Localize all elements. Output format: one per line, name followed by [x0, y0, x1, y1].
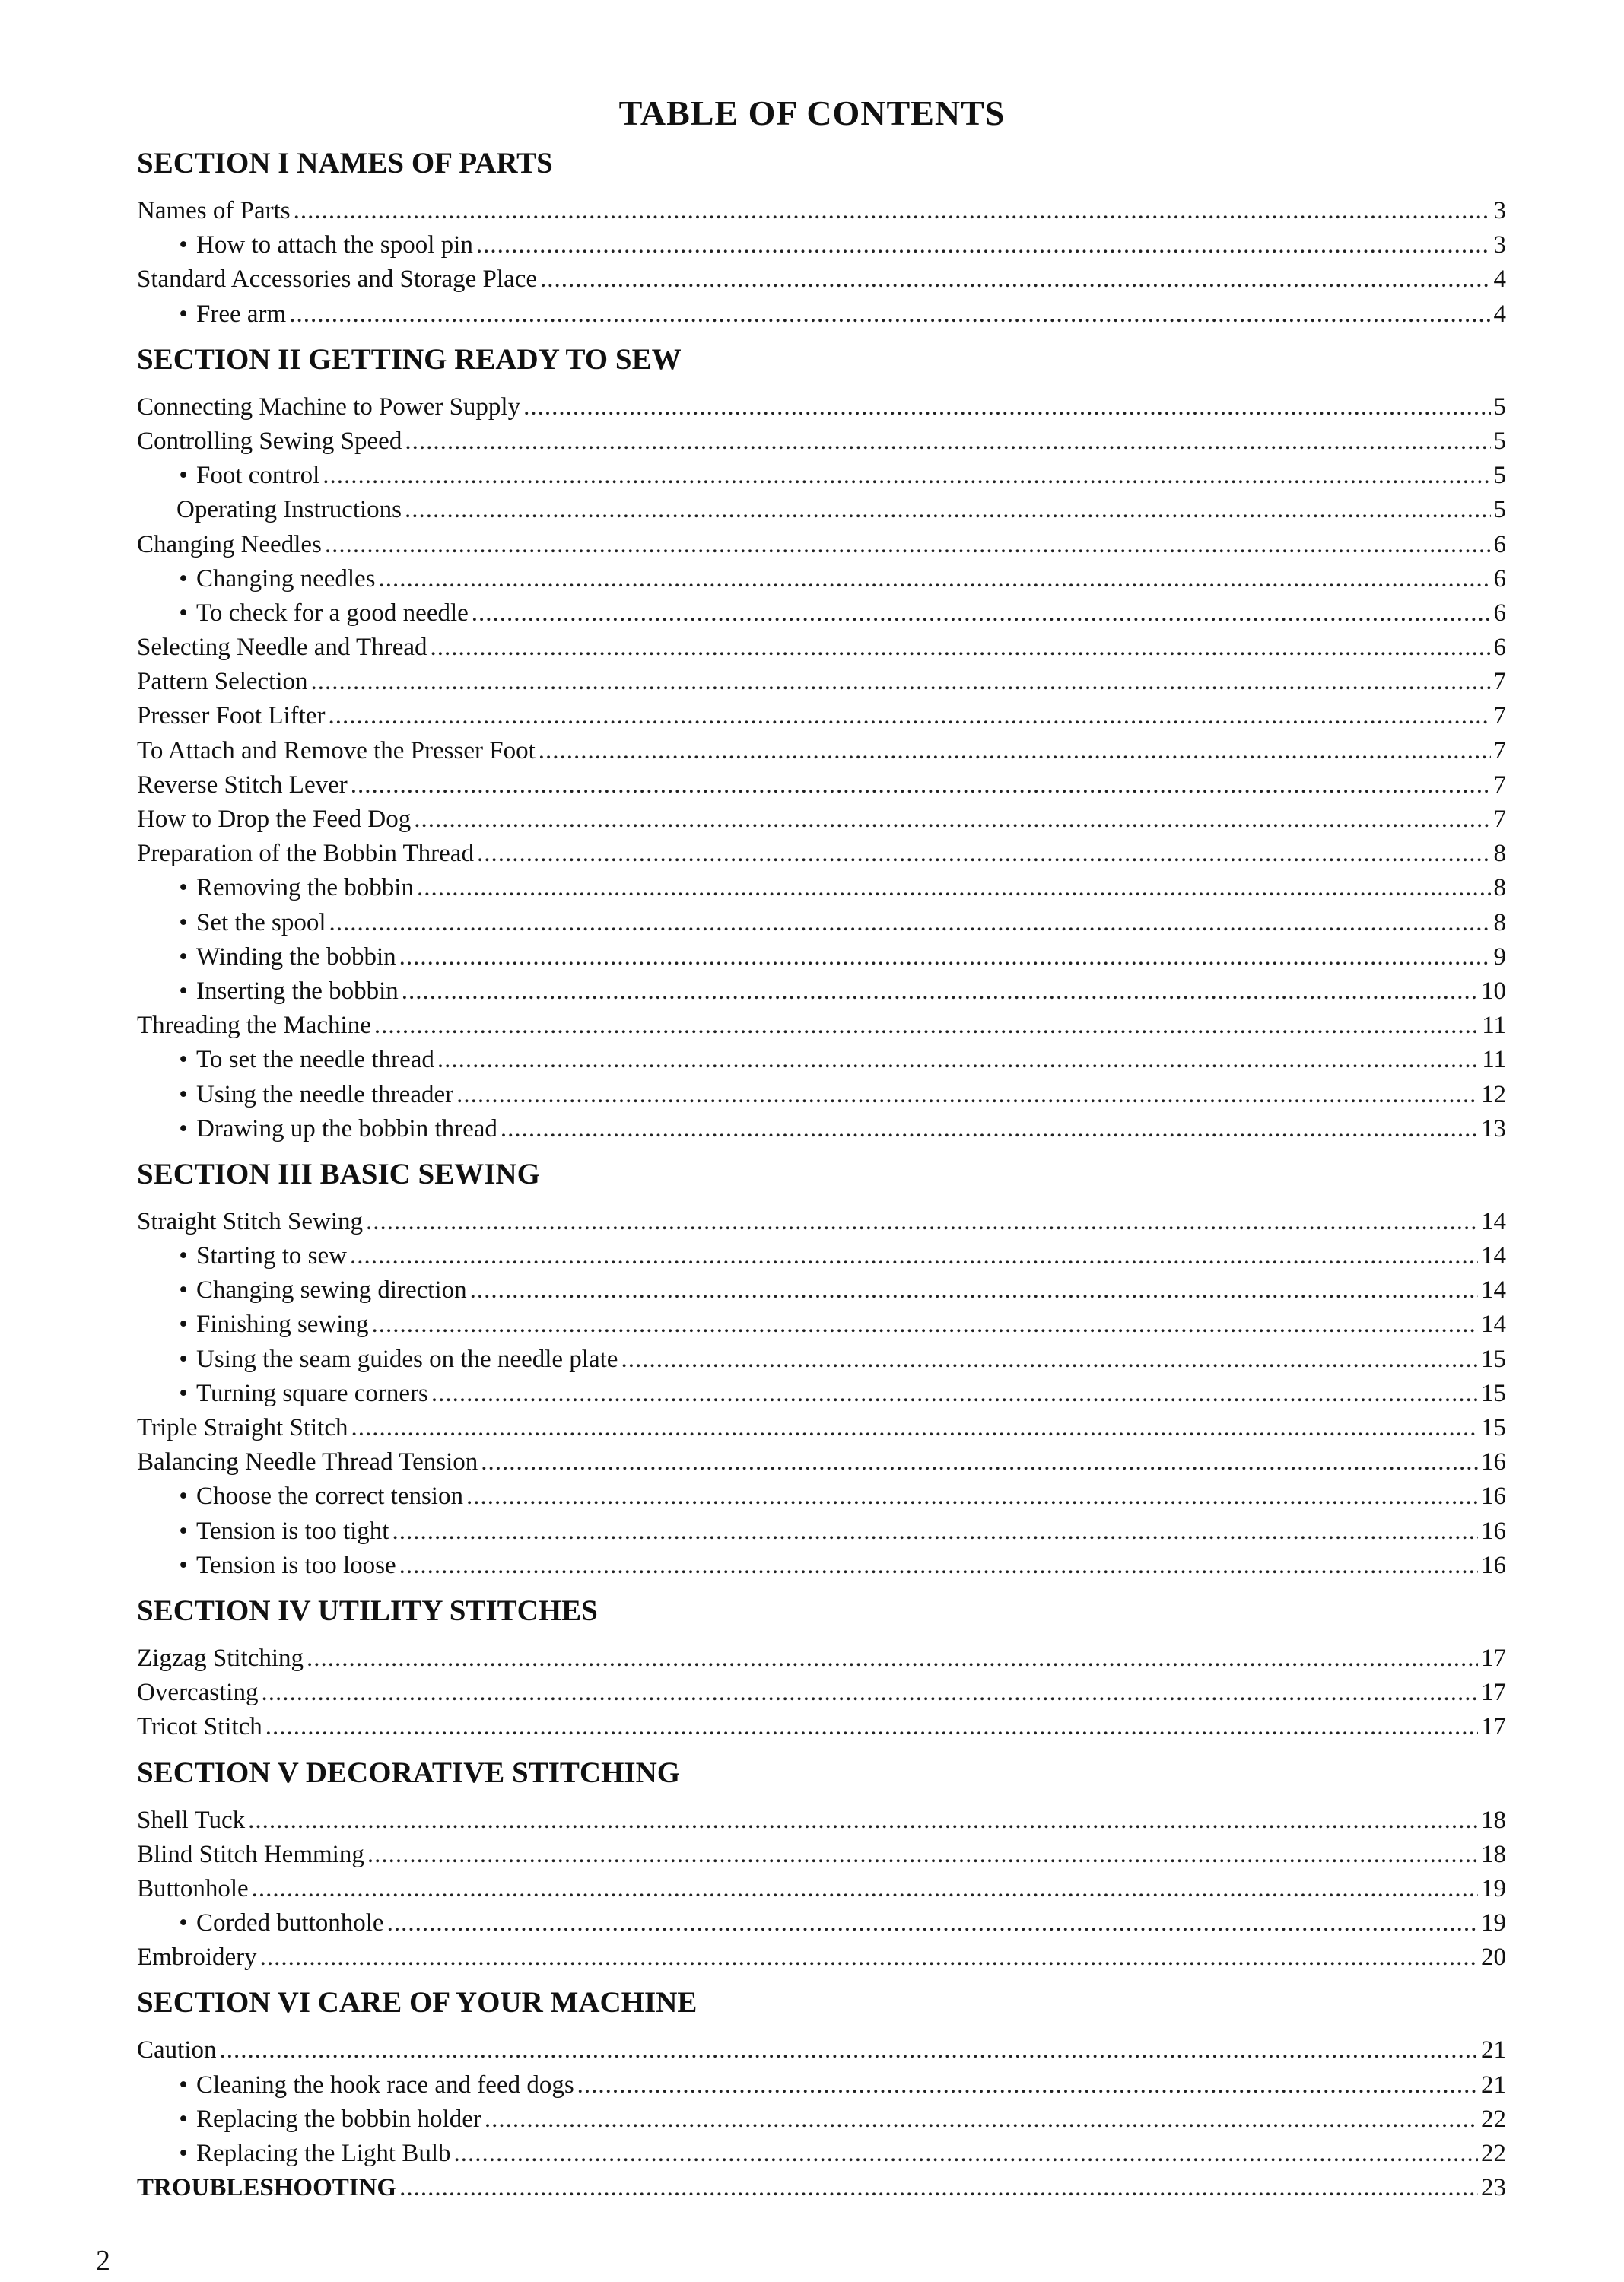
toc-entry[interactable]: [137, 262, 1506, 297]
toc-entry[interactable]: [137, 1205, 1506, 1239]
dot-leader: [417, 871, 1491, 905]
dot-leader: [472, 596, 1491, 631]
dot-leader: [367, 1838, 1478, 1872]
toc-entry-page: 14: [1481, 1311, 1506, 1339]
toc-entry-label: Zigzag Stitching: [137, 1644, 304, 1672]
toc-entry-label: Connecting Machine to Power Supply: [137, 393, 521, 421]
toc-entry-label: Changing needles: [196, 564, 376, 593]
bullet-icon: •: [179, 1909, 188, 1937]
dot-leader: [430, 631, 1490, 665]
dot-leader: [540, 262, 1490, 297]
toc-entry-page: 4: [1493, 300, 1506, 328]
toc-entry-label: Reverse Stitch Lever: [137, 771, 348, 799]
toc-entry[interactable]: [137, 1411, 1506, 1445]
bullet-icon: •: [179, 977, 188, 1005]
toc-entry-page: 13: [1481, 1114, 1506, 1143]
dot-leader: [539, 734, 1491, 768]
toc-entry-label: To check for a good needle: [196, 599, 469, 627]
toc-entry-label: Balancing Needle Thread Tension: [137, 1448, 478, 1476]
bullet-icon: •: [179, 1551, 188, 1579]
toc-entry-label: Controlling Sewing Speed: [137, 427, 402, 455]
dot-leader: [379, 562, 1491, 596]
toc-entry-page: 12: [1481, 1080, 1506, 1108]
toc-entry-label: Selecting Needle and Thread: [137, 634, 427, 662]
bullet-icon: •: [179, 564, 188, 593]
toc-entry[interactable]: [137, 1838, 1506, 1872]
toc-entry[interactable]: [137, 1043, 1506, 1077]
toc-entry[interactable]: [137, 2068, 1506, 2102]
toc-entry-label: Pattern Selection: [137, 668, 308, 696]
dot-leader: [307, 1642, 1478, 1676]
bullet-icon: •: [179, 1517, 188, 1545]
bullet-icon: •: [179, 1379, 188, 1407]
dot-leader: [248, 1804, 1478, 1838]
toc-entry-label: Replacing the bobbin holder: [196, 2105, 481, 2133]
dot-leader: [351, 1411, 1478, 1445]
dot-leader: [414, 803, 1490, 837]
dot-leader: [371, 1308, 1478, 1342]
dot-leader: [577, 2068, 1478, 2102]
toc-entry-label: Embroidery: [137, 1944, 257, 1972]
toc-entry-label: Straight Stitch Sewing: [137, 1207, 363, 1235]
toc-entry-page: 17: [1481, 1679, 1506, 1707]
toc-entry-label: To set the needle thread: [196, 1046, 434, 1074]
section-heading: SECTION V DECORATIVE STITCHING: [137, 1756, 681, 1789]
bullet-icon: •: [179, 599, 188, 627]
dot-leader: [387, 1906, 1478, 1940]
toc-entry-page: 5: [1493, 462, 1506, 490]
toc-entry[interactable]: [137, 1676, 1506, 1710]
dot-leader: [477, 837, 1491, 871]
toc-entry[interactable]: [137, 768, 1506, 803]
toc-entry[interactable]: [137, 528, 1506, 562]
toc-entry-page: 7: [1493, 736, 1506, 764]
toc-entry-page: 8: [1493, 908, 1506, 936]
toc-entry-label: How to Drop the Feed Dog: [137, 806, 412, 833]
toc-entry-page: 22: [1481, 2140, 1506, 2167]
toc-entry-page: 15: [1481, 1379, 1506, 1407]
toc-entry[interactable]: [137, 906, 1506, 940]
toc-entry-page: 6: [1493, 634, 1506, 662]
bullet-icon: •: [179, 1276, 188, 1305]
page-number: 2: [96, 2245, 110, 2277]
toc-entry-page: 10: [1481, 977, 1506, 1005]
dot-leader: [351, 768, 1491, 803]
dot-leader: [454, 2137, 1478, 2171]
toc-entry[interactable]: [137, 493, 1506, 527]
toc-entry[interactable]: [137, 1514, 1506, 1549]
toc-entry-label: How to attach the spool pin: [196, 231, 473, 259]
dot-leader: [392, 1514, 1478, 1549]
toc-entry[interactable]: [137, 424, 1506, 459]
toc-entry-page: 7: [1493, 806, 1506, 833]
dot-leader: [350, 1239, 1478, 1273]
toc-entry-page: 17: [1481, 1644, 1506, 1672]
toc-entry-page: 23: [1481, 2174, 1506, 2202]
toc-entry[interactable]: [137, 1377, 1506, 1411]
toc-entry[interactable]: [137, 2137, 1506, 2171]
toc-entry-label: Removing the bobbin: [196, 874, 414, 902]
dot-leader: [485, 2102, 1478, 2137]
toc-entry-page: 11: [1482, 1012, 1506, 1040]
page-title: TABLE OF CONTENTS: [618, 94, 1006, 132]
dot-leader: [374, 1009, 1479, 1043]
toc-entry[interactable]: [137, 297, 1506, 332]
toc-entry-label: To Attach and Remove the Presser Foot: [137, 736, 536, 764]
bullet-icon: •: [179, 942, 188, 971]
toc-entry[interactable]: [137, 1710, 1506, 1744]
toc-entry-page: 8: [1493, 874, 1506, 902]
toc-entry[interactable]: [137, 1239, 1506, 1273]
toc-entry-page: 6: [1493, 564, 1506, 593]
toc-entry-page: 16: [1481, 1483, 1506, 1511]
toc-entry-page: 17: [1481, 1713, 1506, 1741]
dot-leader: [260, 1940, 1478, 1975]
dot-leader: [470, 1273, 1478, 1308]
dot-leader: [501, 1112, 1478, 1146]
bullet-icon: •: [179, 462, 188, 490]
section-heading: SECTION I NAMES OF PARTS: [137, 147, 553, 180]
toc-entry-label: Cleaning the hook race and feed dogs: [196, 2071, 574, 2099]
toc-entry-label: Finishing sewing: [196, 1311, 369, 1339]
dot-leader: [261, 1676, 1478, 1710]
toc-entry-page: 15: [1481, 1414, 1506, 1441]
toc-entry[interactable]: [137, 1308, 1506, 1342]
toc-entry[interactable]: [137, 1940, 1506, 1975]
toc-entry-page: 8: [1493, 840, 1506, 868]
toc-entry-page: 21: [1481, 2071, 1506, 2099]
dot-leader: [252, 1872, 1478, 1906]
toc-entry-page: 16: [1481, 1551, 1506, 1579]
toc-entry-label: Set the spool: [196, 908, 326, 936]
bullet-icon: •: [179, 1311, 188, 1339]
toc-entry-page: 4: [1493, 265, 1506, 294]
bullet-icon: •: [179, 1483, 188, 1511]
toc-entry-page: 20: [1481, 1944, 1506, 1972]
toc-entry-label: Drawing up the bobbin thread: [196, 1114, 497, 1143]
toc-entry-page: 3: [1493, 197, 1506, 224]
toc-entry[interactable]: [137, 2102, 1506, 2137]
toc-entry-label: Standard Accessories and Storage Place: [137, 265, 538, 294]
toc-entry[interactable]: [137, 228, 1506, 262]
dot-leader: [431, 1377, 1478, 1411]
toc-entry[interactable]: [137, 194, 1506, 228]
toc-entry-label: Using the needle threader: [196, 1080, 454, 1108]
toc-entry[interactable]: [137, 871, 1506, 905]
toc-entry[interactable]: [137, 974, 1506, 1009]
toc-entry-label: Tension is too loose: [196, 1551, 396, 1579]
dot-leader: [311, 665, 1491, 699]
dot-leader: [399, 2171, 1478, 2205]
toc-entry-label: Presser Foot Lifter: [137, 702, 326, 730]
toc-entry-page: 16: [1481, 1448, 1506, 1476]
toc-entry[interactable]: [137, 1273, 1506, 1308]
toc-entry-label: Winding the bobbin: [196, 942, 396, 971]
toc-entry-label: Changing Needles: [137, 530, 322, 558]
dot-leader: [399, 1549, 1478, 1583]
toc-entry-page: 18: [1481, 1840, 1506, 1868]
toc-entry[interactable]: [137, 2171, 1506, 2205]
toc-entry[interactable]: [137, 1906, 1506, 1940]
bullet-icon: •: [179, 2071, 188, 2099]
toc-entry-page: 21: [1481, 2036, 1506, 2064]
dot-leader: [329, 906, 1491, 940]
toc-entry[interactable]: [137, 837, 1506, 871]
toc-entry-page: 3: [1493, 231, 1506, 259]
dot-leader: [220, 2033, 1479, 2067]
section-heading: SECTION III BASIC SEWING: [137, 1157, 540, 1190]
toc-entry-label: Names of Parts: [137, 197, 291, 224]
dot-leader: [523, 390, 1490, 424]
toc-entry[interactable]: [137, 1078, 1506, 1112]
toc-entry-label: Tension is too tight: [196, 1517, 389, 1545]
bullet-icon: •: [179, 2140, 188, 2167]
toc-entry[interactable]: [137, 734, 1506, 768]
toc-entry-page: 22: [1481, 2105, 1506, 2133]
dot-leader: [456, 1078, 1478, 1112]
toc-entry-page: 5: [1493, 393, 1506, 421]
toc-entry-label: Inserting the bobbin: [196, 977, 399, 1005]
table-of-contents: [137, 145, 1506, 2205]
toc-entry-page: 11: [1482, 1046, 1506, 1074]
toc-entry-page: 14: [1481, 1242, 1506, 1270]
dot-leader: [481, 1445, 1478, 1479]
dot-leader: [289, 297, 1490, 332]
toc-entry-label: Foot control: [196, 462, 320, 490]
section-heading: SECTION II GETTING READY TO SEW: [137, 342, 682, 376]
toc-entry-page: 14: [1481, 1207, 1506, 1235]
toc-entry[interactable]: [137, 1872, 1506, 1906]
toc-entry-page: 18: [1481, 1806, 1506, 1834]
dot-leader: [437, 1043, 1479, 1077]
toc-entry-label: Operating Instructions: [176, 496, 402, 524]
bullet-icon: •: [179, 1046, 188, 1074]
dot-leader: [265, 1710, 1478, 1744]
bullet-icon: •: [179, 1114, 188, 1143]
toc-entry-label: Threading the Machine: [137, 1012, 371, 1040]
dot-leader: [325, 528, 1491, 562]
toc-entry-label: Preparation of the Bobbin Thread: [137, 840, 474, 868]
toc-entry-page: 7: [1493, 668, 1506, 696]
section-heading: SECTION IV UTILITY STITCHES: [137, 1594, 598, 1627]
toc-entry-label: Turning square corners: [196, 1379, 428, 1407]
dot-leader: [621, 1343, 1478, 1377]
bullet-icon: •: [179, 300, 188, 328]
toc-entry[interactable]: [137, 1445, 1506, 1479]
toc-entry[interactable]: [137, 803, 1506, 837]
toc-entry-label: Shell Tuck: [137, 1806, 246, 1834]
toc-entry-page: 16: [1481, 1517, 1506, 1545]
toc-entry[interactable]: [137, 562, 1506, 596]
bullet-icon: •: [179, 1345, 188, 1373]
toc-entry-label: Using the seam guides on the needle plate: [196, 1345, 618, 1373]
toc-entry[interactable]: [137, 665, 1506, 699]
section-heading: SECTION VI CARE OF YOUR MACHINE: [137, 1986, 698, 2020]
toc-entry[interactable]: [137, 1549, 1506, 1583]
dot-leader: [466, 1479, 1478, 1514]
bullet-icon: •: [179, 908, 188, 936]
toc-entry[interactable]: [137, 390, 1506, 424]
toc-entry-label: Free arm: [196, 300, 287, 328]
toc-entry-page: 7: [1493, 771, 1506, 799]
toc-entry-label: Tricot Stitch: [137, 1713, 262, 1741]
dot-leader: [366, 1205, 1478, 1239]
toc-entry[interactable]: [137, 631, 1506, 665]
toc-entry[interactable]: [137, 1343, 1506, 1377]
dot-leader: [294, 194, 1491, 228]
bullet-icon: •: [179, 1080, 188, 1108]
toc-entry-page: 5: [1493, 427, 1506, 455]
toc-entry-page: 14: [1481, 1276, 1506, 1305]
toc-entry[interactable]: [137, 1009, 1506, 1043]
dot-leader: [402, 974, 1478, 1009]
toc-entry-label: Starting to sew: [196, 1242, 347, 1270]
toc-entry-page: 6: [1493, 599, 1506, 627]
toc-entry-label: Triple Straight Stitch: [137, 1414, 348, 1441]
toc-entry[interactable]: [137, 1642, 1506, 1676]
toc-entry-page: 5: [1493, 496, 1506, 524]
toc-entry[interactable]: [137, 1479, 1506, 1514]
toc-entry-label: TROUBLESHOOTING: [137, 2174, 397, 2202]
bullet-icon: •: [179, 2105, 188, 2133]
toc-entry-label: Overcasting: [137, 1679, 259, 1707]
bullet-icon: •: [179, 874, 188, 902]
toc-entry-label: Corded buttonhole: [196, 1909, 384, 1937]
toc-entry[interactable]: [137, 940, 1506, 974]
toc-entry[interactable]: [137, 596, 1506, 631]
toc-entry-page: 19: [1481, 1909, 1506, 1937]
bullet-icon: •: [179, 231, 188, 259]
dot-leader: [399, 940, 1491, 974]
toc-entry[interactable]: [137, 1112, 1506, 1146]
dot-leader: [328, 699, 1490, 733]
toc-entry-page: 9: [1493, 942, 1506, 971]
bullet-icon: •: [179, 1242, 188, 1270]
toc-entry-page: 19: [1481, 1874, 1506, 1902]
dot-leader: [323, 459, 1490, 493]
toc-entry[interactable]: [137, 459, 1506, 493]
toc-entry[interactable]: [137, 2033, 1506, 2067]
toc-entry[interactable]: [137, 1804, 1506, 1838]
toc-entry-page: 7: [1493, 702, 1506, 730]
toc-entry[interactable]: [137, 699, 1506, 733]
toc-entry-label: Buttonhole: [137, 1874, 249, 1902]
toc-entry-label: Changing sewing direction: [196, 1276, 467, 1305]
toc-entry-label: Caution: [137, 2036, 217, 2064]
dot-leader: [476, 228, 1491, 262]
toc-entry-label: Blind Stitch Hemming: [137, 1840, 364, 1868]
dot-leader: [405, 424, 1490, 459]
toc-entry-label: Choose the correct tension: [196, 1483, 463, 1511]
toc-entry-label: Replacing the Light Bulb: [196, 2140, 451, 2167]
toc-entry-page: 6: [1493, 530, 1506, 558]
toc-entry-page: 15: [1481, 1345, 1506, 1373]
dot-leader: [405, 493, 1490, 527]
